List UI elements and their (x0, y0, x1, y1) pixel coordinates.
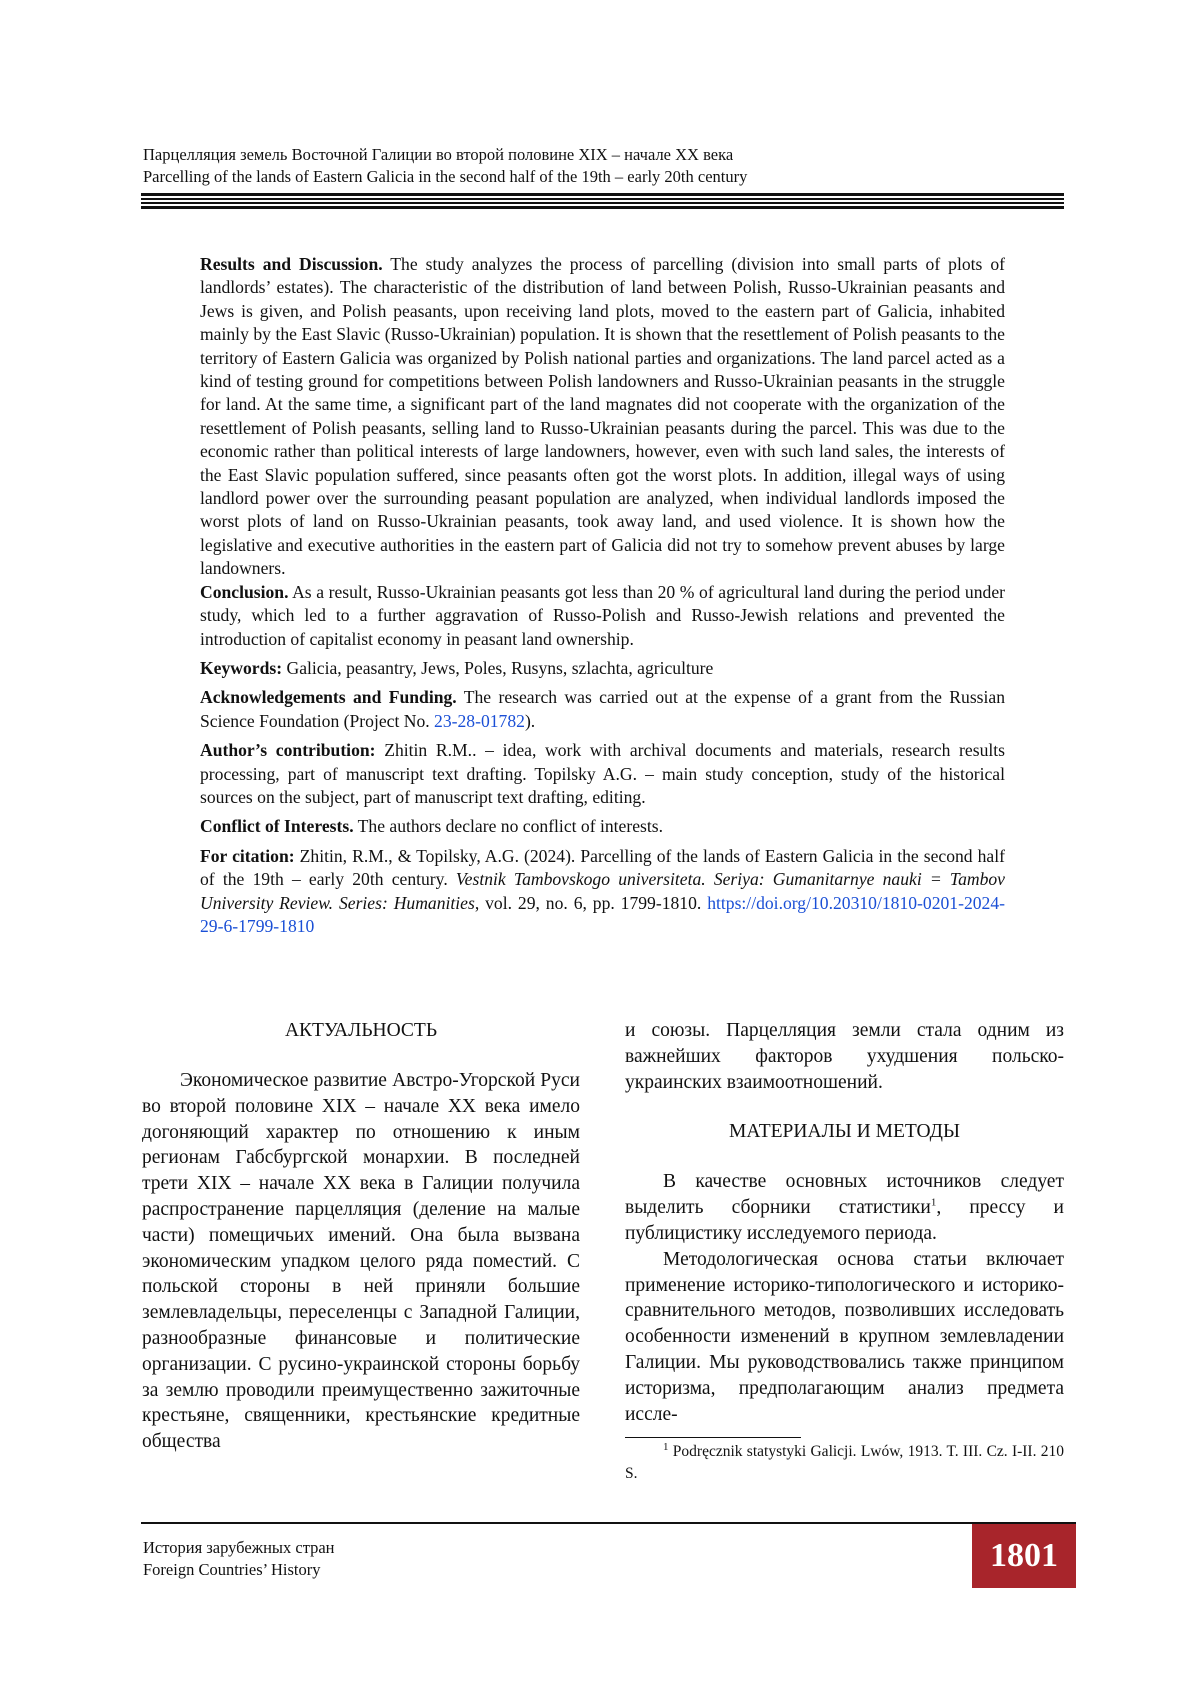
methods-paragraph-2: Методологическая основа статьи включает применение историко-типологического и историко-сравнительного методов, позволивших исследовать особенности изменений в крупном землевладении Галиции. Мы руководствовались также принципом историзма, предполагающим анализ предмета иссле- (625, 1248, 1064, 1425)
footnote (625, 1441, 1064, 1485)
conflict-text: The authors declare no conflict of interests. (353, 816, 664, 837)
page-number: 1801 (990, 1537, 1058, 1574)
footnote-number: 1 (663, 1441, 669, 1454)
left-column (142, 1018, 580, 1455)
citation (200, 845, 1005, 939)
footer-journal-en: Foreign Countries’ History (143, 1560, 321, 1579)
footer-journal-ru: История зарубежных стран (143, 1538, 335, 1557)
abstract-block (200, 253, 1005, 938)
relevance-paragraph: Экономическое развитие Австро-Угорской Руси во второй половине XIX – начале XX века имело догоняющий характер по отношению к иным регионам Габсбургской монархии. В последней трети XIX – начале XX века в Галиции получила распространение парцелляция (деление на малые части) помещичьих имений. Она была вызвана экономическим упадком целого ряда поместий. С польской стороны в ней приняли большие землевладельцы, переселенцы с Западной Галиции, разнообразные финансовые и политические организации. С русино-украинской стороны борьбу за землю проводили преимущественно зажиточные крестьяне, священники, крестьянские кредитные общества (142, 1070, 580, 1453)
conclusion (200, 581, 1005, 651)
header-rules (141, 193, 1064, 209)
running-header (143, 144, 1063, 188)
running-footer (143, 1537, 335, 1581)
citation-journal: Vestnik Tambovskogo universiteta. Seriya: Gumanitarnye nauki = Tambov University Review. Series: Humanities (200, 869, 1005, 913)
page-number-box (972, 1524, 1076, 1588)
citation-text: Zhitin, R.M., & Topilsky, A.G. (2024). Parcelling of the lands of Eastern Galicia in the second half of the 19th – early 20th century. (200, 845, 1005, 890)
methods-paragraph-1 (625, 1169, 1064, 1246)
keywords-text: Galicia, peasantry, Jews, Poles, Rusyns, szlachta, agriculture (282, 657, 714, 678)
conflict-of-interests (200, 815, 1005, 838)
footnote-ref[interactable]: 1 (930, 1196, 937, 1209)
header-title-ru: Парцелляция земель Восточной Галиции во второй половине XIX – начале XX века (143, 145, 734, 164)
section-heading-methods: МАТЕРИАЛЫ И МЕТОДЫ (729, 1121, 960, 1143)
ack-label: Acknowledgements and Funding. (200, 687, 457, 708)
continuation-paragraph: и союзы. Парцелляция земли стала одним из важнейших факторов ухудшения польско-украинских взаимоотношений. (625, 1020, 1064, 1093)
methods-p1-end: , прессу и публицистику исследуемого периода. (625, 1197, 1064, 1244)
right-column (625, 1018, 1064, 1485)
keywords (200, 657, 1005, 680)
doi-link[interactable]: https://doi.org/10.20310/1810-0201-2024-29-6-1799-1810 (200, 892, 1005, 936)
project-link[interactable]: 23-28-01782 (434, 710, 525, 731)
conclusion-label: Conclusion. (200, 581, 289, 602)
footer-rule (141, 1522, 1076, 1524)
ack-text: The research was carried out at the expense of a grant from the Russian Science Foundation (Project No. (200, 687, 1006, 731)
citation-label: For citation: (200, 845, 295, 866)
footnote-divider (625, 1437, 801, 1438)
conclusion-text: As a result, Russo-Ukrainian peasants got less than 20 % of agricultural land during the period under study, which led to a further aggravation of Russo-Polish and Russo-Jewish relations and prevented the introduction of capitalist economy in peasant land ownership. (200, 581, 1005, 649)
acknowledgements (200, 686, 1005, 733)
citation-details: , vol. 29, no. 6, pp. 1799-1810. (474, 892, 708, 913)
contrib-text: Zhitin R.M.. – idea, work with archival documents and materials, research results processing, part of manuscript text drafting. Topilsky A.G. – main study conception, study of the historical sources on the subject, part of manuscript text drafting, editing. (200, 740, 1005, 807)
results-discussion (200, 253, 1005, 581)
contrib-label: Author’s contribution: (200, 740, 376, 761)
methods-p1-start: В качестве основных источников следует выделить сборники статистики (625, 1171, 1064, 1219)
footnote-text: Podręcznik statystyki Galicji. Lwów, 1913. T. III. Cz. I-II. 210 S. (625, 1443, 1064, 1483)
keywords-label: Keywords: (200, 657, 283, 678)
results-text: The study analyzes the process of parcelling (division into small parts of plots of landlords’ estates). The characteristic of the distribution of land between Polish, Russo-Ukrainian peasants and Jews is given, and Polish peasants, upon receiving land plots, moved to the eastern part of Galicia, inhabited mainly by the East Slavic (Russo-Ukrainian) population. It is shown that the resettlement of Polish peasants to the territory of Eastern Galicia was organized by Polish national parties and organizations. The land parcel acted as a kind of testing ground for competitions between Polish landowners and Russo-Ukrainian peasants in the struggle for land. At the same time, a significant part of the land magnates did not cooperate with the organization of the resettlement of Polish peasants, selling land to Russo-Ukrainian peasants during the parcel. This was due to the economic rather than political interests of large landowners, however, even with such land sales, the interests of the East Slavic population suffered, since peasants often got the worst plots. In addition, illegal ways of using landlord power over the surrounding peasant population are analyzed, when individual landlords imposed the worst plots of land on Russo-Ukrainian peasants, took away land, and used violence. It is shown how the legislative and executive authorities in the eastern part of Galicia did not try to somehow prevent abuses by large landowners. (200, 254, 1005, 579)
conflict-label: Conflict of Interests. (200, 816, 354, 837)
author-contribution (200, 739, 1005, 809)
section-heading-relevance: АКТУАЛЬНОСТЬ (284, 1020, 438, 1041)
results-label: Results and Discussion. (200, 254, 383, 274)
ack-end: ). (524, 710, 536, 731)
header-title-en: Parcelling of the lands of Eastern Galicia in the second half of the 19th – early 20th century (143, 167, 748, 186)
